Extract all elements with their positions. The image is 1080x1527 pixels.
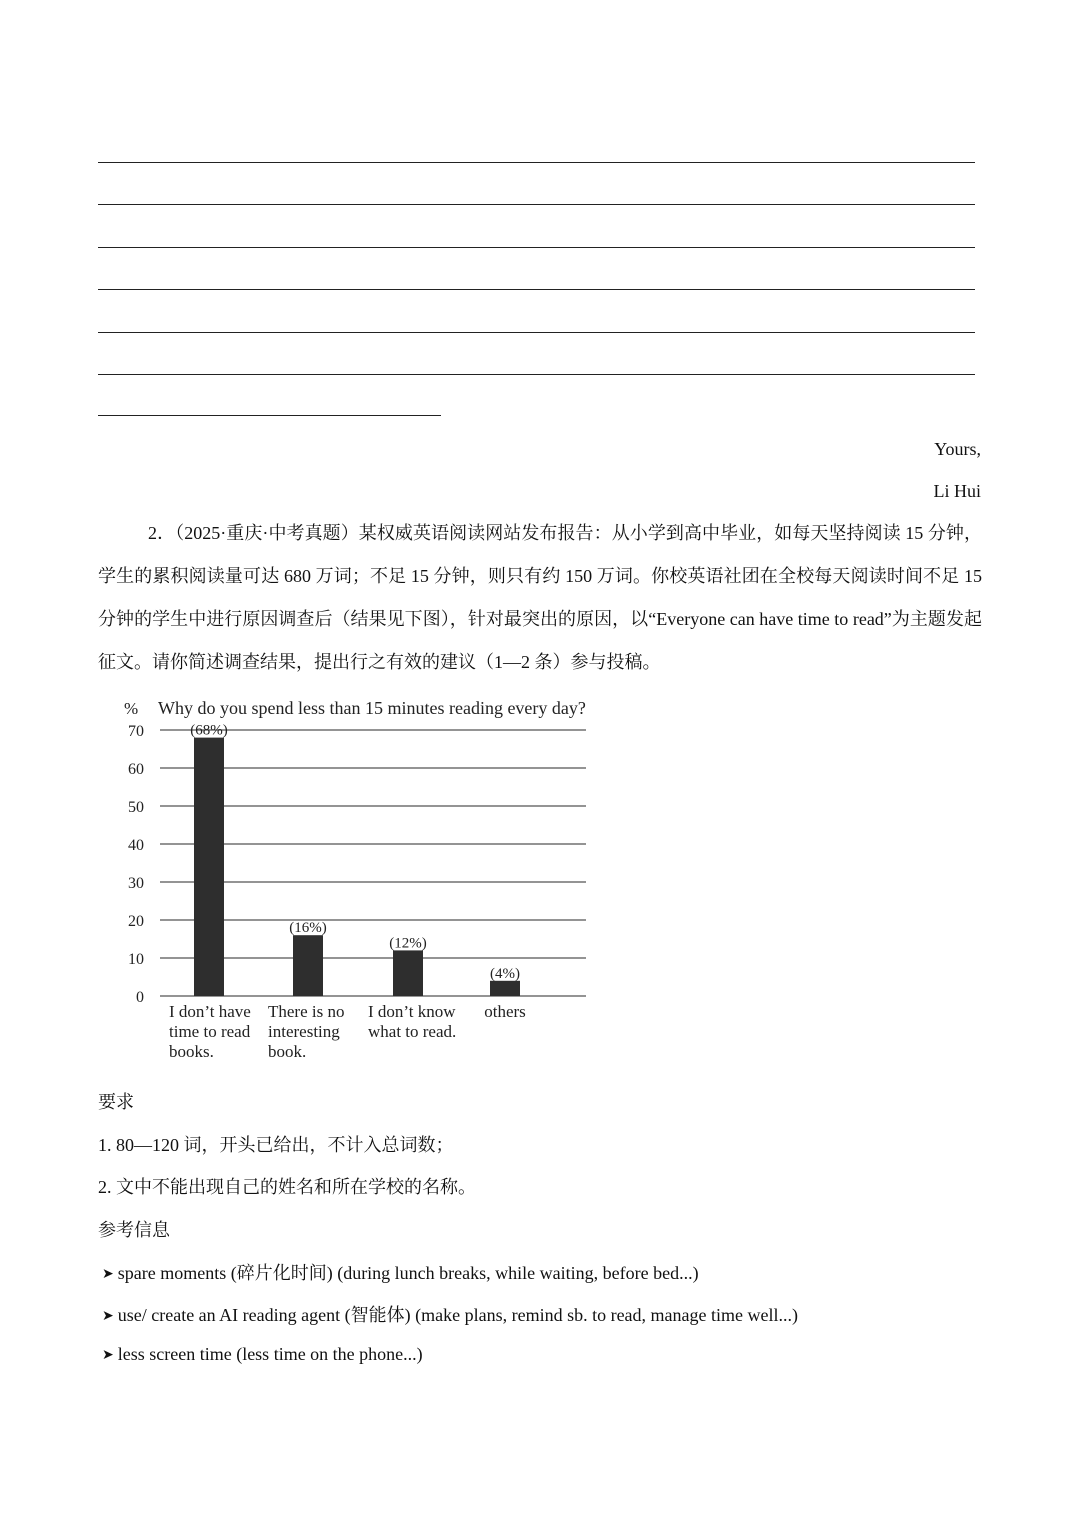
arrow-bullet-icon: ➤ — [102, 1267, 114, 1282]
chart-y-tick-label: 10 — [128, 951, 144, 968]
chart-category-label: I don’t have — [169, 1002, 251, 1021]
reference-item — [102, 1259, 699, 1285]
answer-line — [98, 332, 975, 333]
chart-y-tick-label: 60 — [128, 761, 144, 778]
answer-line — [98, 374, 975, 375]
chart-category-label: I don’t know — [368, 1002, 456, 1021]
reference-heading: 参考信息 — [98, 1220, 170, 1240]
reference-item-text: use/ create an AI reading agent (智能体) (make plans, remind sb. to read, manage time well...) — [117, 1305, 798, 1325]
chart-category-label: what to read. — [368, 1022, 457, 1041]
requirement-item: 2. 文中不能出现自己的姓名和所在学校的名称。 — [98, 1177, 476, 1197]
chart-y-tick-label: 30 — [128, 875, 144, 892]
chart-category-label: There is no — [268, 1002, 345, 1021]
reference-item — [102, 1301, 798, 1327]
chart-category-label: book. — [268, 1042, 307, 1061]
chart-category-label: books. — [169, 1042, 214, 1061]
arrow-bullet-icon: ➤ — [102, 1309, 114, 1324]
chart-y-tick-label: 50 — [128, 799, 144, 816]
chart-bar — [194, 738, 224, 996]
chart-bar — [490, 981, 520, 996]
chart-y-tick-label: 20 — [128, 913, 144, 930]
chart-data-label: (16%) — [289, 920, 327, 937]
chart-data-label: (12%) — [389, 935, 427, 952]
chart-data-label: (68%) — [190, 722, 228, 739]
chart-bar — [293, 935, 323, 996]
requirements-heading: 要求 — [98, 1092, 134, 1112]
letter-closing: Yours, — [934, 439, 981, 459]
reference-item — [102, 1344, 423, 1365]
chart-y-unit: % — [124, 699, 139, 718]
chart-category-label: time to read — [169, 1022, 251, 1041]
chart-category-label: others — [484, 1002, 526, 1021]
letter-signature: Li Hui — [933, 481, 981, 501]
answer-line — [98, 289, 975, 290]
answer-line — [98, 247, 975, 248]
survey-bar-chart — [110, 688, 600, 1068]
chart-category-label: interesting — [268, 1022, 340, 1041]
reference-item-text: less screen time (less time on the phone...) — [117, 1344, 423, 1364]
chart-title: Why do you spend less than 15 minutes reading every day? — [158, 698, 586, 718]
chart-y-tick-label: 40 — [128, 837, 144, 854]
requirement-item: 1. 80—120 词，开头已给出，不计入总词数； — [98, 1135, 454, 1155]
question-intro: 2．（2025·重庆·中考真题）某权威英语阅读网站发布报告：从小学到高中毕业，如每天坚持阅读 15 分钟，学生的累积阅读量可达 680 万词；不足 15 分钟，则只有约 150 万词。你校英语社团在全校每天阅读时间不足 15 分钟的学生中进行原因调查后（结果见下图），针对最突出的原因，以“Everyone can have time to read”为主题发起征文。请你简述调查结果，提出行之有效的建议（1—2 条）参与投稿。 — [98, 523, 982, 672]
answer-line — [98, 162, 975, 163]
reference-item-text: spare moments (碎片化时间) (during lunch breaks, while waiting, before bed...) — [117, 1263, 699, 1283]
chart-bar — [393, 950, 423, 996]
chart-y-tick-label: 0 — [136, 989, 144, 1006]
chart-data-label: (4%) — [490, 965, 520, 982]
answer-line-short — [98, 415, 441, 416]
chart-y-tick-label: 70 — [128, 723, 144, 740]
arrow-bullet-icon: ➤ — [102, 1348, 114, 1363]
answer-line — [98, 204, 975, 205]
